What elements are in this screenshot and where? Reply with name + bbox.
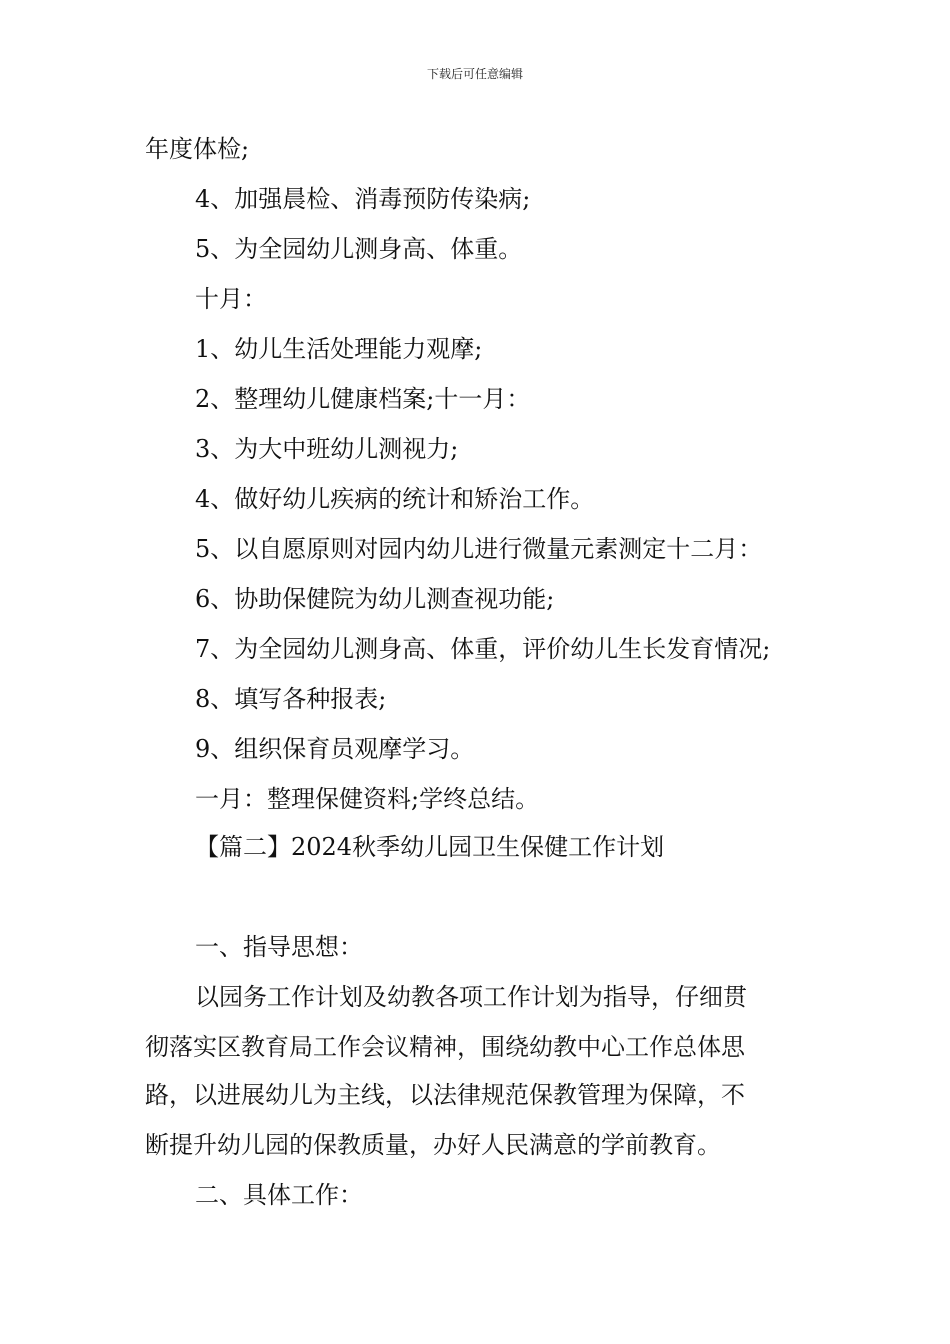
text-line: 1、幼儿生活处理能力观摩; <box>195 335 483 363</box>
text-line: 9、组织保育员观摩学习。 <box>195 735 475 763</box>
text-line: 年度体检; <box>145 135 250 163</box>
section-heading-work: 二、具体工作： <box>195 1181 363 1209</box>
text-line: 4、做好幼儿疾病的统计和矫治工作。 <box>195 485 595 513</box>
section-heading-guiding: 一、指导思想： <box>195 933 363 961</box>
paragraph-line: 彻落实区教育局工作会议精神，围绕幼教中心工作总体思 <box>145 1033 745 1061</box>
text-line: 3、为大中班幼儿测视力; <box>195 435 459 463</box>
text-line: 4、加强晨检、消毒预防传染病; <box>195 185 531 213</box>
text-line: 2、整理幼儿健康档案;十一月： <box>195 385 531 413</box>
paragraph-line: 断提升幼儿园的保教质量，办好人民满意的学前教育。 <box>145 1131 721 1159</box>
article-title: 【篇二】2024秋季幼儿园卫生保健工作计划 <box>195 833 665 861</box>
text-line: 5、为全园幼儿测身高、体重。 <box>195 235 523 263</box>
page-header-note: 下载后可任意编辑 <box>426 67 523 81</box>
paragraph-line: 路，以进展幼儿为主线，以法律规范保教管理为保障，不 <box>145 1081 745 1109</box>
paragraph-line: 以园务工作计划及幼教各项工作计划为指导，仔细贯 <box>195 983 747 1011</box>
text-line: 一月：整理保健资料;学终总结。 <box>195 785 540 813</box>
text-line: 7、为全园幼儿测身高、体重，评价幼儿生长发育情况; <box>195 635 771 663</box>
text-line: 6、协助保健院为幼儿测查视功能; <box>195 585 555 613</box>
text-line: 8、填写各种报表; <box>195 685 387 713</box>
month-heading: 十月： <box>195 285 267 313</box>
text-line: 5、以自愿原则对园内幼儿进行微量元素测定十二月： <box>195 535 763 563</box>
